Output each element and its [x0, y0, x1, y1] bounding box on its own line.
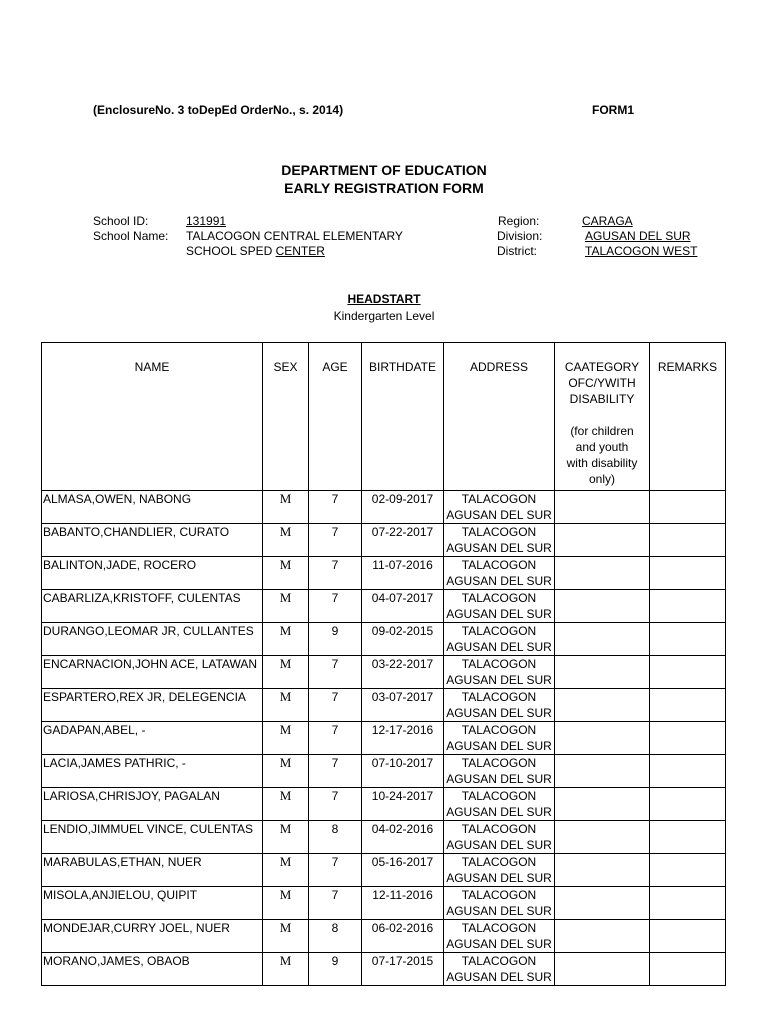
student-birthdate: 11-07-2016: [362, 557, 444, 590]
student-address: [444, 788, 555, 821]
student-sex: M: [263, 689, 309, 722]
student-category: [555, 656, 650, 689]
student-sex: M: [263, 788, 309, 821]
table-row: [42, 755, 726, 788]
student-name: LARIOSA,CHRISJOY, PAGALAN: [42, 788, 263, 821]
student-age: 8: [309, 920, 362, 953]
student-birthdate: 12-11-2016: [362, 887, 444, 920]
student-category: [555, 590, 650, 623]
student-age: 7: [309, 887, 362, 920]
student-sex: M: [263, 656, 309, 689]
address-line1: TALACOGON: [461, 888, 537, 902]
student-sex: M: [263, 590, 309, 623]
region-value: CARAGA: [582, 214, 633, 228]
student-name: MARABULAS,ETHAN, NUER: [42, 854, 263, 887]
student-sex: M: [263, 953, 309, 986]
student-name: LENDIO,JIMMUEL VINCE, CULENTAS: [42, 821, 263, 854]
header-category-line3: DISABILITY: [569, 392, 635, 406]
address-line2: AGUSAN DEL SUR: [446, 574, 552, 588]
student-name: ESPARTERO,REX JR, DELEGENCIA: [42, 689, 263, 722]
table-row: [42, 821, 726, 854]
school-id-value: 131991: [186, 214, 227, 228]
header-name: NAME: [42, 343, 263, 491]
student-remarks: [650, 788, 726, 821]
student-sex: M: [263, 623, 309, 656]
student-sex: M: [263, 854, 309, 887]
student-sex: M: [263, 887, 309, 920]
student-name: ALMASA,OWEN, NABONG: [42, 491, 263, 524]
division-value: AGUSAN DEL SUR: [585, 229, 691, 243]
form-number: FORM1: [592, 103, 634, 117]
student-address: [444, 854, 555, 887]
address-line1: TALACOGON: [461, 690, 537, 704]
student-birthdate: 03-07-2017: [362, 689, 444, 722]
student-age: 9: [309, 623, 362, 656]
address-line2: AGUSAN DEL SUR: [446, 937, 552, 951]
student-category: [555, 920, 650, 953]
student-category: [555, 623, 650, 656]
address-line2: AGUSAN DEL SUR: [446, 871, 552, 885]
table-row: [42, 854, 726, 887]
student-category: [555, 788, 650, 821]
address-line2: AGUSAN DEL SUR: [446, 706, 552, 720]
student-sex: M: [263, 491, 309, 524]
student-category: [555, 854, 650, 887]
student-birthdate: 04-07-2017: [362, 590, 444, 623]
table-row: [42, 887, 726, 920]
student-address: [444, 689, 555, 722]
student-birthdate: 03-22-2017: [362, 656, 444, 689]
header-category: [555, 343, 650, 491]
student-sex: M: [263, 920, 309, 953]
table-row: [42, 491, 726, 524]
student-remarks: [650, 854, 726, 887]
student-sex: M: [263, 755, 309, 788]
address-line1: TALACOGON: [461, 525, 537, 539]
student-age: 7: [309, 689, 362, 722]
student-category: [555, 821, 650, 854]
address-line1: TALACOGON: [461, 657, 537, 671]
student-name: GADAPAN,ABEL, -: [42, 722, 263, 755]
student-birthdate: 12-17-2016: [362, 722, 444, 755]
region-label: Region:: [498, 214, 540, 228]
department-title: DEPARTMENT OF EDUCATION: [281, 162, 487, 178]
address-line1: TALACOGON: [461, 789, 537, 803]
student-age: 7: [309, 557, 362, 590]
address-line1: TALACOGON: [461, 855, 537, 869]
header-category-line1: CAATEGORY: [564, 360, 640, 374]
header-sex: SEX: [263, 343, 309, 491]
student-name: ENCARNACION,JOHN ACE, LATAWAN: [42, 656, 263, 689]
student-category: [555, 689, 650, 722]
table-row: [42, 920, 726, 953]
student-remarks: [650, 524, 726, 557]
school-name-line2-b: CENTER: [275, 244, 325, 258]
header-category-line2: OFC/YWITH: [568, 376, 636, 390]
address-line2: AGUSAN DEL SUR: [446, 673, 552, 687]
student-name: MONDEJAR,CURRY JOEL, NUER: [42, 920, 263, 953]
student-category: [555, 557, 650, 590]
student-remarks: [650, 656, 726, 689]
student-name: CABARLIZA,KRISTOFF, CULENTAS: [42, 590, 263, 623]
table-row: [42, 557, 726, 590]
student-address: [444, 953, 555, 986]
school-name-label: School Name:: [93, 229, 169, 243]
table-row: [42, 590, 726, 623]
student-address: [444, 821, 555, 854]
program-level: Kindergarten Level: [333, 309, 435, 323]
student-name: MISOLA,ANJIELOU, QUIPIT: [42, 887, 263, 920]
school-name-line2-a: SCHOOL SPED: [186, 244, 276, 258]
student-birthdate: 02-09-2017: [362, 491, 444, 524]
address-line2: AGUSAN DEL SUR: [446, 805, 552, 819]
address-line1: TALACOGON: [461, 921, 537, 935]
student-address: [444, 722, 555, 755]
student-remarks: [650, 623, 726, 656]
address-line2: AGUSAN DEL SUR: [446, 772, 552, 786]
student-address: [444, 887, 555, 920]
student-address: [444, 656, 555, 689]
address-line1: TALACOGON: [461, 492, 537, 506]
student-name: MORANO,JAMES, OBAOB: [42, 953, 263, 986]
program-title: HEADSTART: [347, 292, 421, 306]
student-category: [555, 953, 650, 986]
address-line1: TALACOGON: [461, 822, 537, 836]
address-line1: TALACOGON: [461, 756, 537, 770]
student-sex: M: [263, 722, 309, 755]
student-sex: M: [263, 557, 309, 590]
address-line1: TALACOGON: [461, 591, 537, 605]
student-category: [555, 755, 650, 788]
student-remarks: [650, 887, 726, 920]
student-age: 7: [309, 590, 362, 623]
student-birthdate: 04-02-2016: [362, 821, 444, 854]
student-age: 7: [309, 788, 362, 821]
student-age: 7: [309, 656, 362, 689]
student-age: 7: [309, 524, 362, 557]
student-remarks: [650, 590, 726, 623]
school-name-line2: [186, 244, 325, 258]
address-line2: AGUSAN DEL SUR: [446, 739, 552, 753]
student-birthdate: 09-02-2015: [362, 623, 444, 656]
division-label: Division:: [497, 229, 543, 243]
table-row: [42, 722, 726, 755]
student-address: [444, 491, 555, 524]
student-birthdate: 05-16-2017: [362, 854, 444, 887]
student-sex: M: [263, 524, 309, 557]
student-remarks: [650, 722, 726, 755]
student-category: [555, 722, 650, 755]
header-category-line6: with disability: [566, 456, 638, 470]
table-row: [42, 656, 726, 689]
student-name: BALINTON,JADE, ROCERO: [42, 557, 263, 590]
student-address: [444, 590, 555, 623]
student-name: LACIA,JAMES PATHRIC, -: [42, 755, 263, 788]
address-line2: AGUSAN DEL SUR: [446, 838, 552, 852]
address-line2: AGUSAN DEL SUR: [446, 541, 552, 555]
district-value: TALACOGON WEST: [585, 244, 698, 258]
table-row: [42, 788, 726, 821]
table-row: [42, 623, 726, 656]
header-category-line4: (for children: [570, 424, 634, 438]
student-address: [444, 623, 555, 656]
student-address: [444, 755, 555, 788]
student-address: [444, 920, 555, 953]
student-name: DURANGO,LEOMAR JR, CULLANTES: [42, 623, 263, 656]
table-row: [42, 524, 726, 557]
student-birthdate: 07-22-2017: [362, 524, 444, 557]
student-birthdate: 07-17-2015: [362, 953, 444, 986]
student-age: 7: [309, 755, 362, 788]
student-birthdate: 07-10-2017: [362, 755, 444, 788]
address-line2: AGUSAN DEL SUR: [446, 904, 552, 918]
address-line1: TALACOGON: [461, 624, 537, 638]
student-remarks: [650, 491, 726, 524]
address-line2: AGUSAN DEL SUR: [446, 970, 552, 984]
student-remarks: [650, 755, 726, 788]
student-category: [555, 887, 650, 920]
student-birthdate: 06-02-2016: [362, 920, 444, 953]
student-name: BABANTO,CHANDLIER, CURATO: [42, 524, 263, 557]
student-age: 7: [309, 854, 362, 887]
student-remarks: [650, 689, 726, 722]
student-remarks: [650, 953, 726, 986]
enclosure-note: (EnclosureNo. 3 toDepEd OrderNo., s. 2014): [93, 103, 344, 117]
address-line2: AGUSAN DEL SUR: [446, 508, 552, 522]
address-line1: TALACOGON: [461, 723, 537, 737]
header-address: ADDRESS: [444, 343, 555, 491]
address-line1: TALACOGON: [461, 954, 537, 968]
school-name-line1: TALACOGON CENTRAL ELEMENTARY: [186, 229, 403, 243]
school-id-label: School ID:: [93, 214, 149, 228]
header-category-line5: and youth: [575, 440, 629, 454]
header-remarks: REMARKS: [650, 343, 726, 491]
header-birthdate: BIRTHDATE: [362, 343, 444, 491]
table-row: [42, 689, 726, 722]
registration-table: [41, 342, 726, 986]
student-age: 7: [309, 491, 362, 524]
student-remarks: [650, 557, 726, 590]
student-address: [444, 524, 555, 557]
student-category: [555, 524, 650, 557]
table-row: [42, 953, 726, 986]
address-line1: TALACOGON: [461, 558, 537, 572]
address-line2: AGUSAN DEL SUR: [446, 640, 552, 654]
student-age: 7: [309, 722, 362, 755]
student-birthdate: 10-24-2017: [362, 788, 444, 821]
student-age: 8: [309, 821, 362, 854]
student-address: [444, 557, 555, 590]
student-sex: M: [263, 821, 309, 854]
district-label: District:: [497, 244, 537, 258]
header-category-line7: only): [588, 472, 615, 486]
student-category: [555, 491, 650, 524]
student-age: 9: [309, 953, 362, 986]
student-remarks: [650, 920, 726, 953]
student-remarks: [650, 821, 726, 854]
header-age: AGE: [309, 343, 362, 491]
address-line2: AGUSAN DEL SUR: [446, 607, 552, 621]
form-title: EARLY REGISTRATION FORM: [284, 180, 484, 196]
